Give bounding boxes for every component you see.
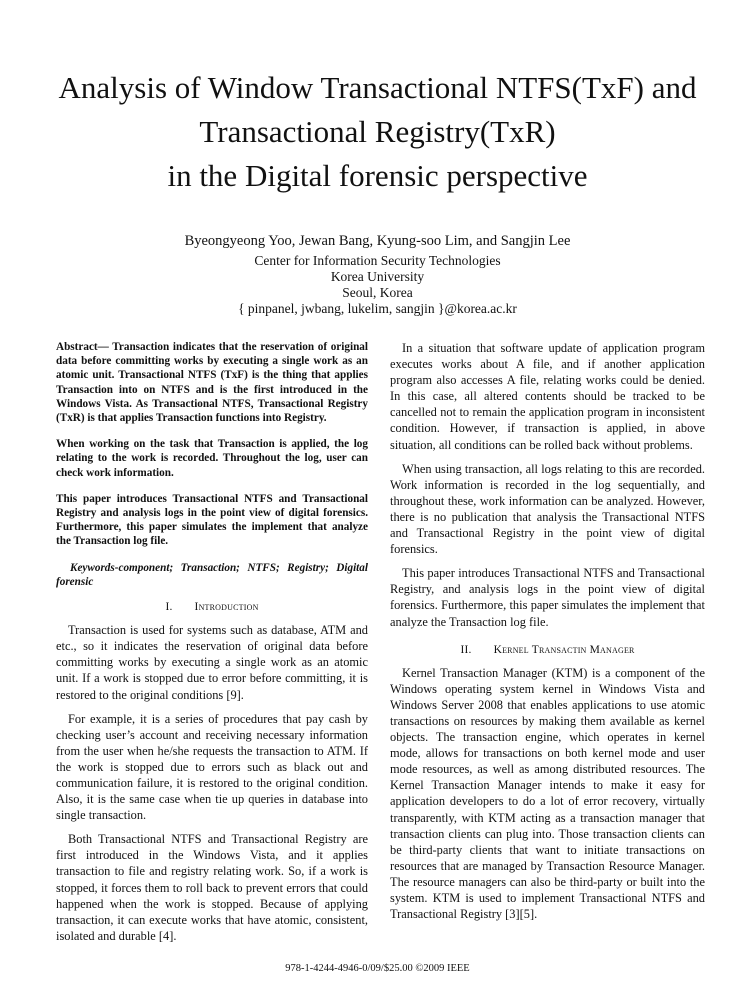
section-title: Introduction	[194, 601, 259, 614]
affiliation-location: Seoul, Korea	[342, 285, 413, 300]
abstract-paragraph-2: When working on the task that Transaction is applied, the log relating to the work is recorded. Throughout the log, user can check work information.	[56, 438, 368, 479]
affiliation-university: Korea University	[330, 269, 425, 284]
intro-paragraph-2: For example, it is a series of procedures that pay cash by checking user’s account and receiving necessary information from the user when he/she requests the transaction to ATM. If the work is stopped due to errors such as black out and communication failure, it is restored to the original condition. Also, it is the same case when tie up queries in database into single transaction.	[56, 711, 368, 823]
paper-title	[0, 66, 755, 198]
right-column	[390, 340, 705, 930]
keywords: Keywords-component; Transaction; NTFS; Registry; Digital forensic	[56, 561, 368, 588]
left-column	[56, 340, 368, 952]
title-line-3: in the Digital forensic perspective	[167, 158, 588, 193]
section-number: I.	[165, 601, 173, 614]
ktm-paragraph-1: Kernel Transaction Manager (KTM) is a component of the Windows operating system kernel in Windows Vista and Windows Server 2008 that enables applications to use atomic transactions on resources by making them available as kernel objects. The transaction engine, which operates in kernel mode, allows for transactions on both kernel mode and user mode resources, as well as among distributed resources. The Kernel Transaction Manager intends to make it easy for application developers to do a lot of error recovery, virtually transparently, with KTM acting as a transaction manager that transaction clients can plug into. Those transaction clients can be third-party clients that want to initiate transactions on resources that are managed by Transaction Resource Manager. The resource managers can also be third-party or built into the system. KTM is used to implement Transactional NTFS and Transactional Registry [3][5].	[390, 665, 705, 922]
section-heading-introduction	[56, 599, 368, 615]
section-heading-ktm	[390, 642, 705, 658]
copyright-footer: 978-1-4244-4946-0/09/$25.00 ©2009 IEEE	[285, 963, 470, 974]
intro-paragraph-4: In a situation that software update of application program executes works about A file, and if another application program also accesses A file, relating works could be denied. In this case, all altered contents should be tracked to be cancelled not to remain the application program in inconsistent condition. However, if transaction is applied, in above situation, all conditions can be rolled back without problems.	[390, 341, 705, 452]
section-title: Kernel Transactin Manager	[493, 643, 635, 656]
intro-paragraph-3: Both Transactional NTFS and Transactional Registry are first introduced in the Windows Vista, and it applies transaction to file and registry relating work. So, if a work is stopped, it forces them to roll back to prevent errors that could happened when the work is stopped. Because of applying transaction, it can execute works that have atomic, consistent, isolated and durable [4].	[56, 832, 368, 943]
author-block	[0, 233, 755, 317]
section-number: II.	[460, 643, 472, 656]
author-emails: { pinpanel, jwbang, lukelim, sangjin }@korea.ac.kr	[238, 301, 517, 316]
author-names: Byeongyeong Yoo, Jewan Bang, Kyung-soo Lim, and Sangjin Lee	[184, 233, 571, 249]
abstract-paragraph-3: This paper introduces Transactional NTFS and Transactional Registry and analysis logs in the point view of digital forensics. Furthermore, this paper simulates the implement that analyze the Transaction log file.	[56, 492, 368, 548]
title-line-1: Analysis of Window Transactional NTFS(TxF) and	[58, 70, 697, 105]
intro-paragraph-6: This paper introduces Transactional NTFS and Transactional Registry, and analysis logs in the point view of digital forensics. Furthermore, this paper simulates the implement that analyze the Transaction log file.	[390, 566, 705, 629]
intro-paragraph-1: Transaction is used for systems such as database, ATM and etc., so it indicates the reservation of original data before committing works by executing a single work as an atomic unit. If a work is stopped due to error before committing, it is restored to the original conditions [9].	[56, 623, 368, 702]
intro-paragraph-5: When using transaction, all logs relating to this are recorded. Work information is recorded in the log sequentially, and throughout these, work information can be analyzed. However, there is no publication that analysis the Transactional NTFS and Transactional Registry in the point view of digital forensics.	[390, 461, 705, 557]
title-line-2: Transactional Registry(TxR)	[199, 114, 556, 149]
affiliation-center: Center for Information Security Technologies	[254, 253, 501, 268]
abstract-paragraph-1: Abstract— Transaction indicates that the reservation of original data before committing works by executing a single work as an atomic unit. Transactional NTFS (TxF) is the thing that applies Transaction into on NTFS and is the first introduced in the Windows Vista. As Transactional NTFS, Transactional Registry (TxR) is that applies Transaction functions into Registry.	[56, 341, 368, 425]
